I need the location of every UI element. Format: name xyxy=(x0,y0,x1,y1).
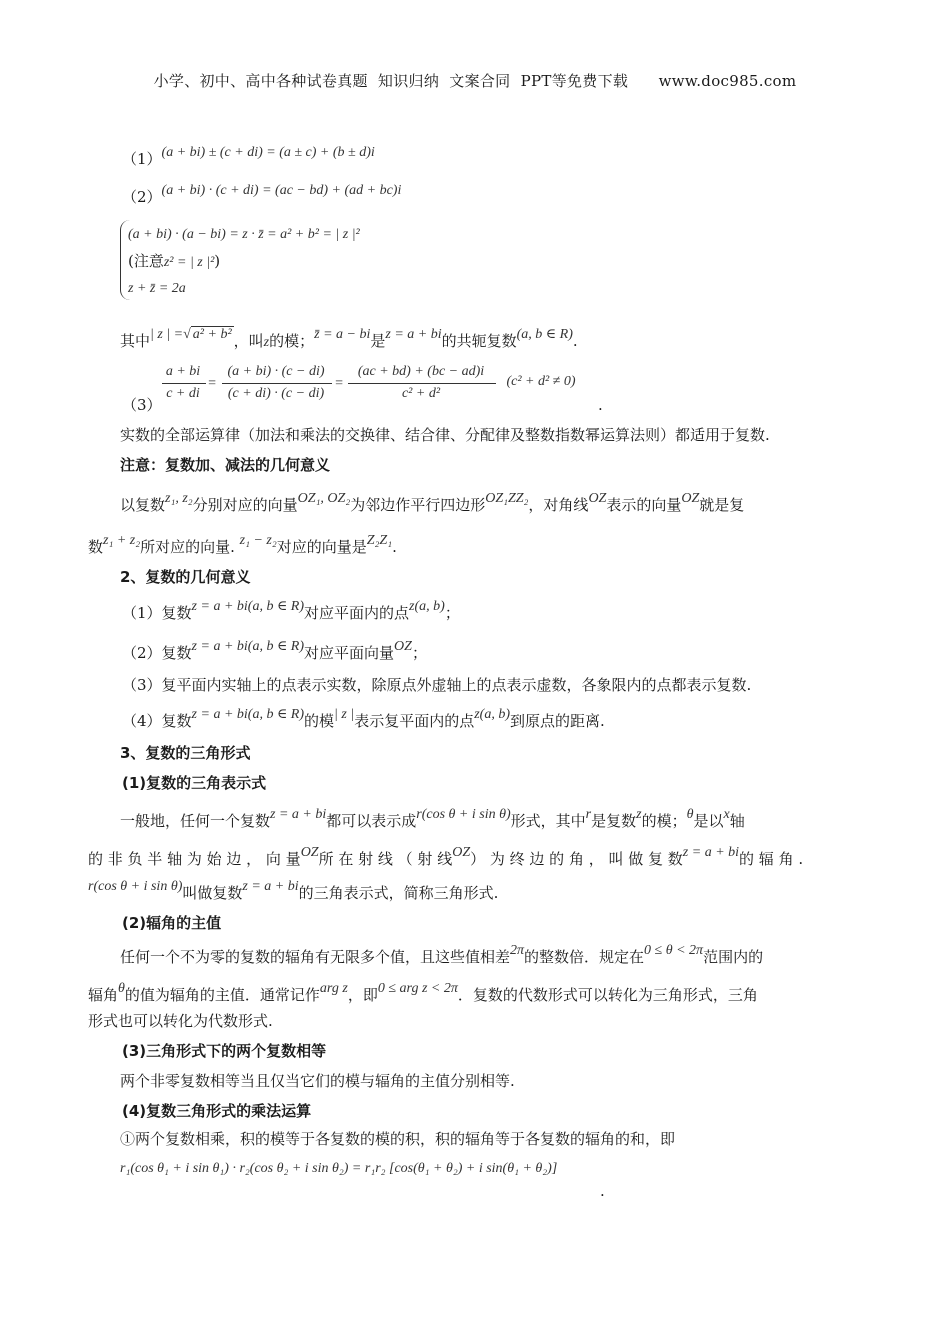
heading-trig-expression: (1)复数的三角表示式 xyxy=(122,774,267,792)
heading-note: 注意：复数加、减法的几何意义 xyxy=(120,456,331,474)
trig-line-1: 一般地，任何一个复数z = a + bi都可以表示成r(cos θ + i sin θ)形式，其中r是复数z的模；θ是以x轴 xyxy=(120,807,745,830)
frac3-numerator: (ac + bd) + (bc − ad)i xyxy=(357,364,485,379)
modulus-definition: 其中| z | =√ a² + b² ，叫z的模；z̄ = a − bi是z = a + bi的共轭复数(a, b ∈ R). xyxy=(120,327,578,350)
trig-line-3: r(cos θ + i sin θ)叫做复数z = a + bi的三角表示式，简称三角形式. xyxy=(88,879,499,902)
multiplication-formula: r₁(cos θ₁ + i sin θ₁) · r₂(cos θ₂ + i sin θ₂) = r₁r₂ [cos(θ₁ + θ₂) + i sin(θ₁ + θ₂)] xyxy=(120,1161,558,1176)
geometry-line-2: 数z₁ + z₂所对应的向量. z₁ − z₂对应的向量是Z₂Z₁. xyxy=(88,533,397,556)
page-header: 小学、初中、高中各种试卷真题 知识归纳 文案合同 PPT等免费下载 www.doc985.com xyxy=(153,72,797,90)
geo-item-1: （1）复数z = a + bi(a, b ∈ R)对应平面内的点z(a, b)； xyxy=(122,599,460,622)
formula-multiply: （2）(a + bi) · (c + di) = (ac − bd) + (ad + bc)i xyxy=(122,183,402,206)
heading-trig-equality: (3)三角形式下的两个复数相等 xyxy=(122,1042,327,1060)
frac2-numerator: (a + bi) · (c − di) xyxy=(227,364,325,379)
heading-trig-multiplication: (4)复数三角形式的乘法运算 xyxy=(122,1102,312,1120)
paragraph-laws: 实数的全部运算律（加法和乘法的交换律、结合律、分配律及整数指数幂运算法则）都适用于复数. xyxy=(120,426,770,444)
frac3-line xyxy=(348,383,496,384)
arg-line-1: 任何一个不为零的复数的辐角有无限多个值，且这些值相差2π的整数倍．规定在0 ≤ θ < 2π范围内的 xyxy=(120,943,764,966)
frac2-line xyxy=(222,383,332,384)
geo-item-4: （4）复数z = a + bi(a, b ∈ R)的模| z |表示复平面内的点z(a, b)到原点的距离. xyxy=(122,707,605,730)
frac3-denominator: c² + d² xyxy=(401,386,441,401)
geo-item-3: （3）复平面内实轴上的点表示实数，除原点外虚轴上的点表示虚数，各象限内的点都表示复数. xyxy=(122,676,752,694)
document-page: 小学、初中、高中各种试卷真题 知识归纳 文案合同 PPT等免费下载 www.doc985.com （1）(a + bi) ± (c + di) = (a ± c) + (b ± d)i （2）(a + bi) · (c + di) = (ac − bd) + (ad + bc)i (a + bi) · (a − bi) = z · z̄ = a² + b² = | z |² (注意z² = | z |²) z + z̄ = 2a 其中| z | =√ a² + b² ，叫z的模；z̄ = a − bi是z = a + bi的共轭复数(a, b ∈ R). （3） a + bi c + di = (a + bi) · (c − di) (c + di) · (c − di) = (ac + bd) + (bc − ad)i c² + d² (c² + d² ≠ 0) . 实数的全部运算律（加法和乘法的交换律、结合律、分配律及整数指数幂运算法则）都适用于复数. 注意：复数加、减法的几何意义 以复数z₁, z₂分别对应的向量OZ₁, OZ₂为邻边作平行四边形OZ₁ZZ₂，对角线OZ表示的向量OZ就是复 数z₁ + z₂所对应的向量. z₁ − z₂对应的向量是Z₂Z₁. 2、复数的几何意义 （1）复数z = a + bi(a, b ∈ R)对应平面内的点z(a, b)； （2）复数z = a + bi(a, b ∈ R)对应平面向量OZ； （3）复平面内实轴上的点表示实数，除原点外虚轴上的点表示虚数，各象限内的点都表示复数. （4）复数z = a + bi(a, b ∈ R)的模| z |表示复平面内的点z(a, b)到原点的距离. 3、复数的三角形式 (1)复数的三角表示式 一般地，任何一个复数z = a + bi都可以表示成r(cos θ + i sin θ)形式，其中r是复数z的模；θ是以x轴 的 非 负 半 轴 为 始 边 ， 向 量OZ所 在 射 线 （ 射 线OZ） 为 终 边 的 角 ， 叫 做 复 数z = a + bi的 辐 角 . r(cos θ + i sin θ)叫做复数z = a + bi的三角表示式，简称三角形式. (2)辐角的主值 任何一个不为零的复数的辐角有无限多个值，且这些值相差2π的整数倍．规定在0 ≤ θ < 2π范围内的 辐角θ的值为辐角的主值．通常记作arg z，即0 ≤ arg z < 2π．复数的代数形式可以转化为三角形式，三角 形式也可以转化为代数形式. (3)三角形式下的两个复数相等 两个非零复数相等当且仅当它们的模与辐角的主值分别相等. (4)复数三角形式的乘法运算 ①两个复数相乘，积的模等于各复数的模的积，积的辐角等于各复数的辐角的和，即 r₁(cos θ₁ + i sin θ₁) · r₂(cos θ₂ + i sin θ₂) = r₁r₂ [cos(θ₁ + θ₂) + i sin(θ₁ + θ₂)] . xyxy=(0,0,950,1344)
heading-principal-argument: (2)辐角的主值 xyxy=(122,914,222,932)
geometry-line-1: 以复数z₁, z₂分别对应的向量OZ₁, OZ₂为邻边作平行四边形OZ₁ZZ₂，对角线OZ表示的向量OZ就是复 xyxy=(120,491,745,514)
geo-item-2: （2）复数z = a + bi(a, b ∈ R)对应平面向量OZ； xyxy=(122,639,427,662)
frac1-numerator: a + bi xyxy=(165,364,201,379)
arg-line-3: 形式也可以转化为代数形式. xyxy=(88,1012,273,1030)
divide-condition: (c² + d² ≠ 0) xyxy=(506,374,576,389)
formula-add-sub: （1）(a + bi) ± (c + di) = (a ± c) + (b ± d)i xyxy=(122,145,375,168)
frac2-denominator: (c + di) · (c − di) xyxy=(227,386,325,401)
frac1-denominator: c + di xyxy=(166,386,200,401)
system-line-1: (a + bi) · (a − bi) = z · z̄ = a² + b² = | z |² xyxy=(128,227,360,242)
equality-statement: 两个非零复数相等当且仅当它们的模与辐角的主值分别相等. xyxy=(120,1072,515,1090)
frac1-line xyxy=(162,383,206,384)
system-line-3: z + z̄ = 2a xyxy=(128,281,186,296)
trig-line-2: 的 非 负 半 轴 为 始 边 ， 向 量OZ所 在 射 线 （ 射 线OZ） 为 终 边 的 角 ， 叫 做 复 数z = a + bi的 辐 角 . xyxy=(88,845,804,868)
system-line-2: (注意z² = | z |²) xyxy=(128,252,221,270)
arg-line-2: 辐角θ的值为辐角的主值．通常记作arg z，即0 ≤ arg z < 2π．复数的代数形式可以转化为三角形式，三角 xyxy=(88,981,758,1004)
multiplication-statement: ①两个复数相乘，积的模等于各复数的模的积，积的辐角等于各复数的辐角的和，即 xyxy=(120,1130,676,1148)
heading-trig-form: 3、复数的三角形式 xyxy=(120,744,251,762)
heading-geometric-meaning: 2、复数的几何意义 xyxy=(120,568,251,586)
formula-divide-label: （3） xyxy=(122,396,162,414)
